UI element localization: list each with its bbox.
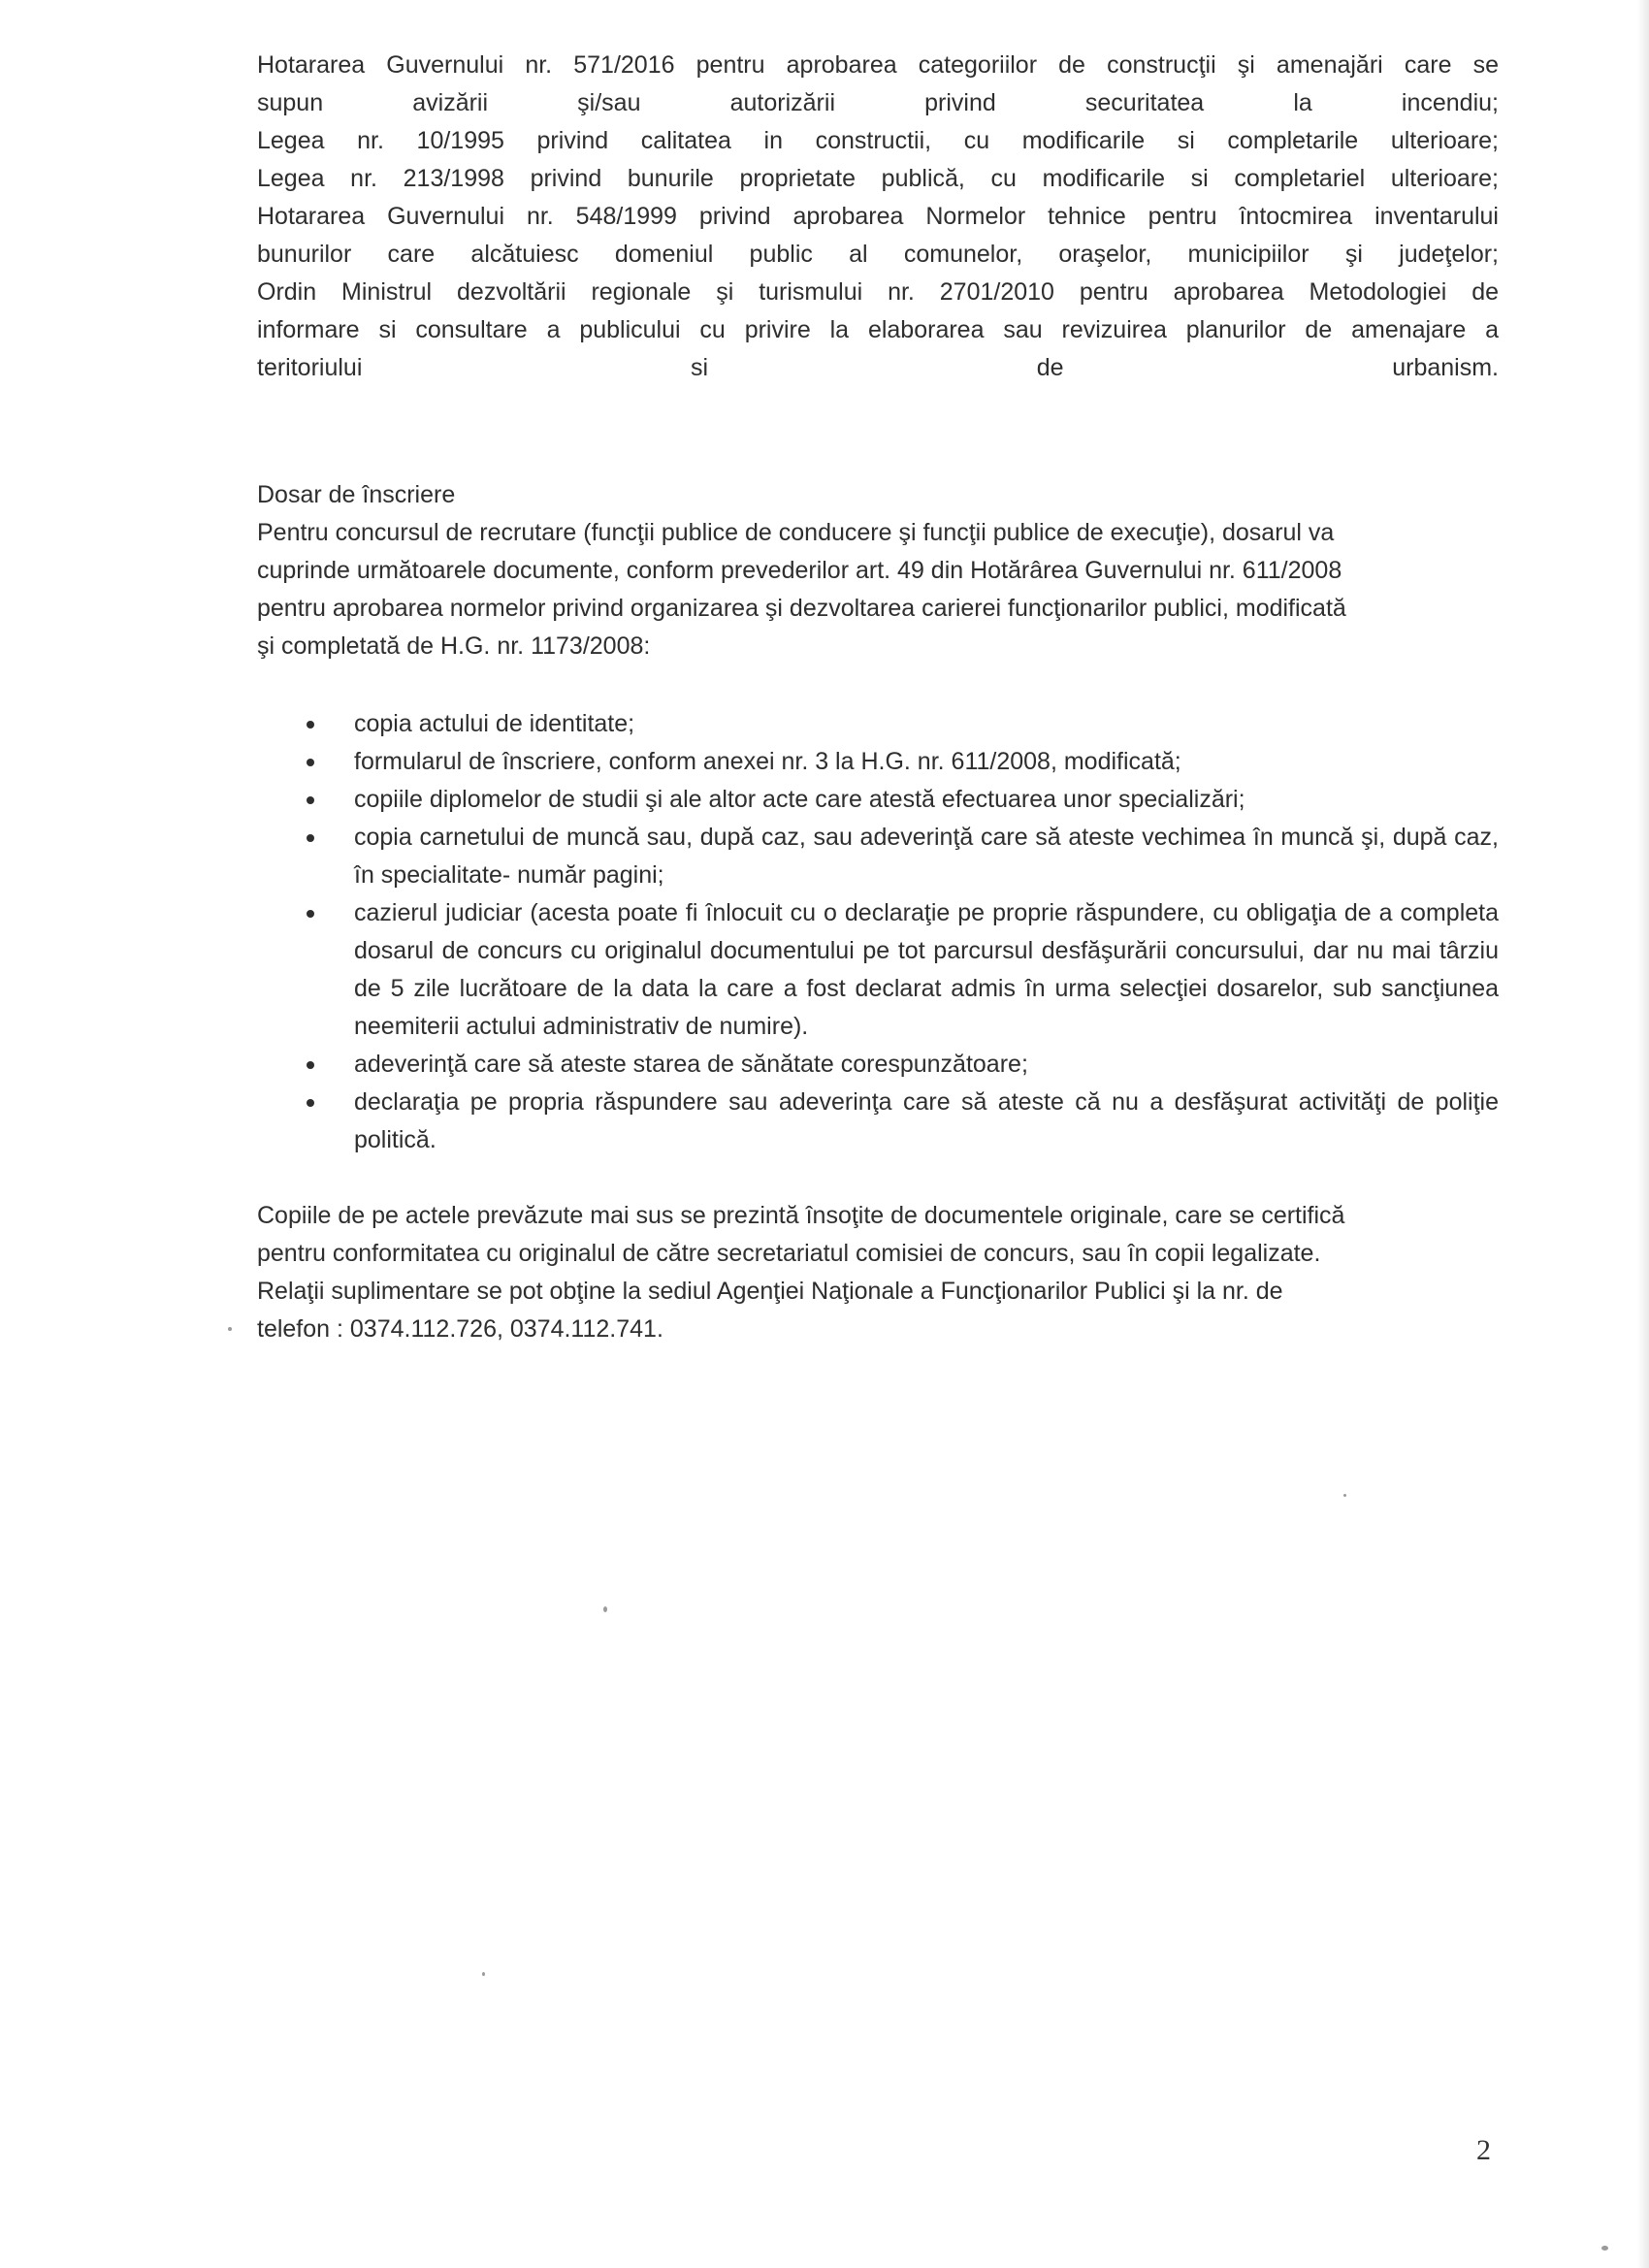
bullet-icon (307, 1061, 314, 1069)
document-item-text: formularul de înscriere, conform anexei nr. 3 la H.G. nr. 611/2008, modificată; (354, 748, 1181, 775)
legislation-list (257, 47, 1499, 387)
scan-speck (1601, 2246, 1608, 2251)
closing-paragraph (257, 1197, 1499, 1348)
bullet-icon (307, 834, 314, 842)
list-item (257, 1084, 1499, 1159)
scan-speck (482, 1972, 485, 1976)
dossier-intro-line: Pentru concursul de recrutare (funcţii publice de conducere şi funcţii publice de execuţie), dosarul va (257, 519, 1335, 546)
scan-speck (228, 1327, 232, 1331)
document-item-text: cazierul judiciar (acesta poate fi înlocuit cu o declaraţie pe proprie răspundere, cu obligaţia de a completa dosarul de concurs cu originalul documentului pe tot parcursul desfăşurării concursului, dar nu mai târziu de 5 zile lucrătoare de la data la care a fost declarat admis în urma selecţiei dosarelor, sub sancţiunea neemiterii actului administrativ de numire). (354, 899, 1499, 1040)
list-item (257, 781, 1499, 819)
document-item-text: copia carnetului de muncă sau, după caz, sau adeverinţă care să ateste vechimea în muncă şi, după caz, în specialitate- număr pagini; (354, 824, 1499, 889)
required-documents-list (257, 705, 1499, 1159)
closing-line: pentru conformitatea cu originalul de către secretariatul comisiei de concurs, sau în copii legalizate. (257, 1240, 1321, 1267)
page-number: 2 (1476, 2134, 1491, 2166)
list-item (257, 894, 1499, 1046)
document-item-text: copia actului de identitate; (354, 710, 635, 737)
dossier-intro-line: cuprinde următoarele documente, conform prevederilor art. 49 din Hotărârea Guvernului nr. 611/2008 (257, 557, 1342, 584)
document-item-text: copiile diplomelor de studii şi ale altor acte care atestă efectuarea unor specializări; (354, 786, 1245, 813)
bullet-icon (307, 721, 314, 729)
bullet-icon (307, 1099, 314, 1107)
legislation-line: bunurilor care alcătuiesc domeniul public al comunelor, oraşelor, municipiilor şi judeţelor; (257, 241, 1499, 268)
list-item (257, 743, 1499, 781)
dossier-intro-line: pentru aprobarea normelor privind organizarea şi dezvoltarea carierei funcţionarilor publici, modificată (257, 595, 1346, 622)
list-item (257, 705, 1499, 743)
scan-speck (603, 1606, 607, 1612)
dossier-heading: Dosar de înscriere (257, 481, 456, 508)
list-item (257, 819, 1499, 894)
closing-line: telefon : 0374.112.726, 0374.112.741. (257, 1315, 663, 1343)
legislation-line: teritoriului si de urbanism. (257, 354, 1499, 381)
legislation-line: Hotararea Guvernului nr. 571/2016 pentru aprobarea categoriilor de construcţii şi amenajări care se (257, 51, 1499, 79)
legislation-line: informare si consultare a publicului cu privire la elaborarea sau revizuirea planurilor de amenajare a (257, 316, 1499, 343)
legislation-line: Hotararea Guvernului nr. 548/1999 privind aprobarea Normelor tehnice pentru întocmirea inventarului (257, 203, 1499, 230)
closing-line: Copiile de pe actele prevăzute mai sus se prezintă însoţite de documentele originale, care se certifică (257, 1202, 1345, 1229)
legislation-line: Legea nr. 10/1995 privind calitatea in constructii, cu modificarile si completarile ulterioare; (257, 127, 1499, 154)
list-item (257, 1046, 1499, 1084)
bullet-icon (307, 759, 314, 766)
document-item-text: declaraţia pe propria răspundere sau adeverinţa care să ateste că nu a desfăşurat activităţi de poliţie politică. (354, 1088, 1499, 1153)
legislation-line: Legea nr. 213/1998 privind bunurile proprietate publică, cu modificarile si completariel ulterioare; (257, 165, 1499, 192)
document-item-text: adeverinţă care să ateste starea de sănătate corespunzătoare; (354, 1051, 1028, 1078)
scan-speck (1343, 1494, 1346, 1497)
legislation-line: Ordin Ministrul dezvoltării regionale şi turismului nr. 2701/2010 pentru aprobarea Metodologiei de (257, 278, 1499, 306)
dossier-section (257, 476, 1499, 665)
dossier-intro-line: şi completată de H.G. nr. 1173/2008: (257, 632, 651, 660)
document-page (257, 47, 1499, 1348)
bullet-icon (307, 910, 314, 918)
bullet-icon (307, 796, 314, 804)
closing-line: Relaţii suplimentare se pot obţine la sediul Agenţiei Naţionale a Funcţionarilor Publici şi la nr. de (257, 1278, 1283, 1305)
legislation-line: supun avizării şi/sau autorizării privind securitatea la incendiu; (257, 89, 1499, 116)
scan-edge-shadow (1637, 0, 1649, 2268)
